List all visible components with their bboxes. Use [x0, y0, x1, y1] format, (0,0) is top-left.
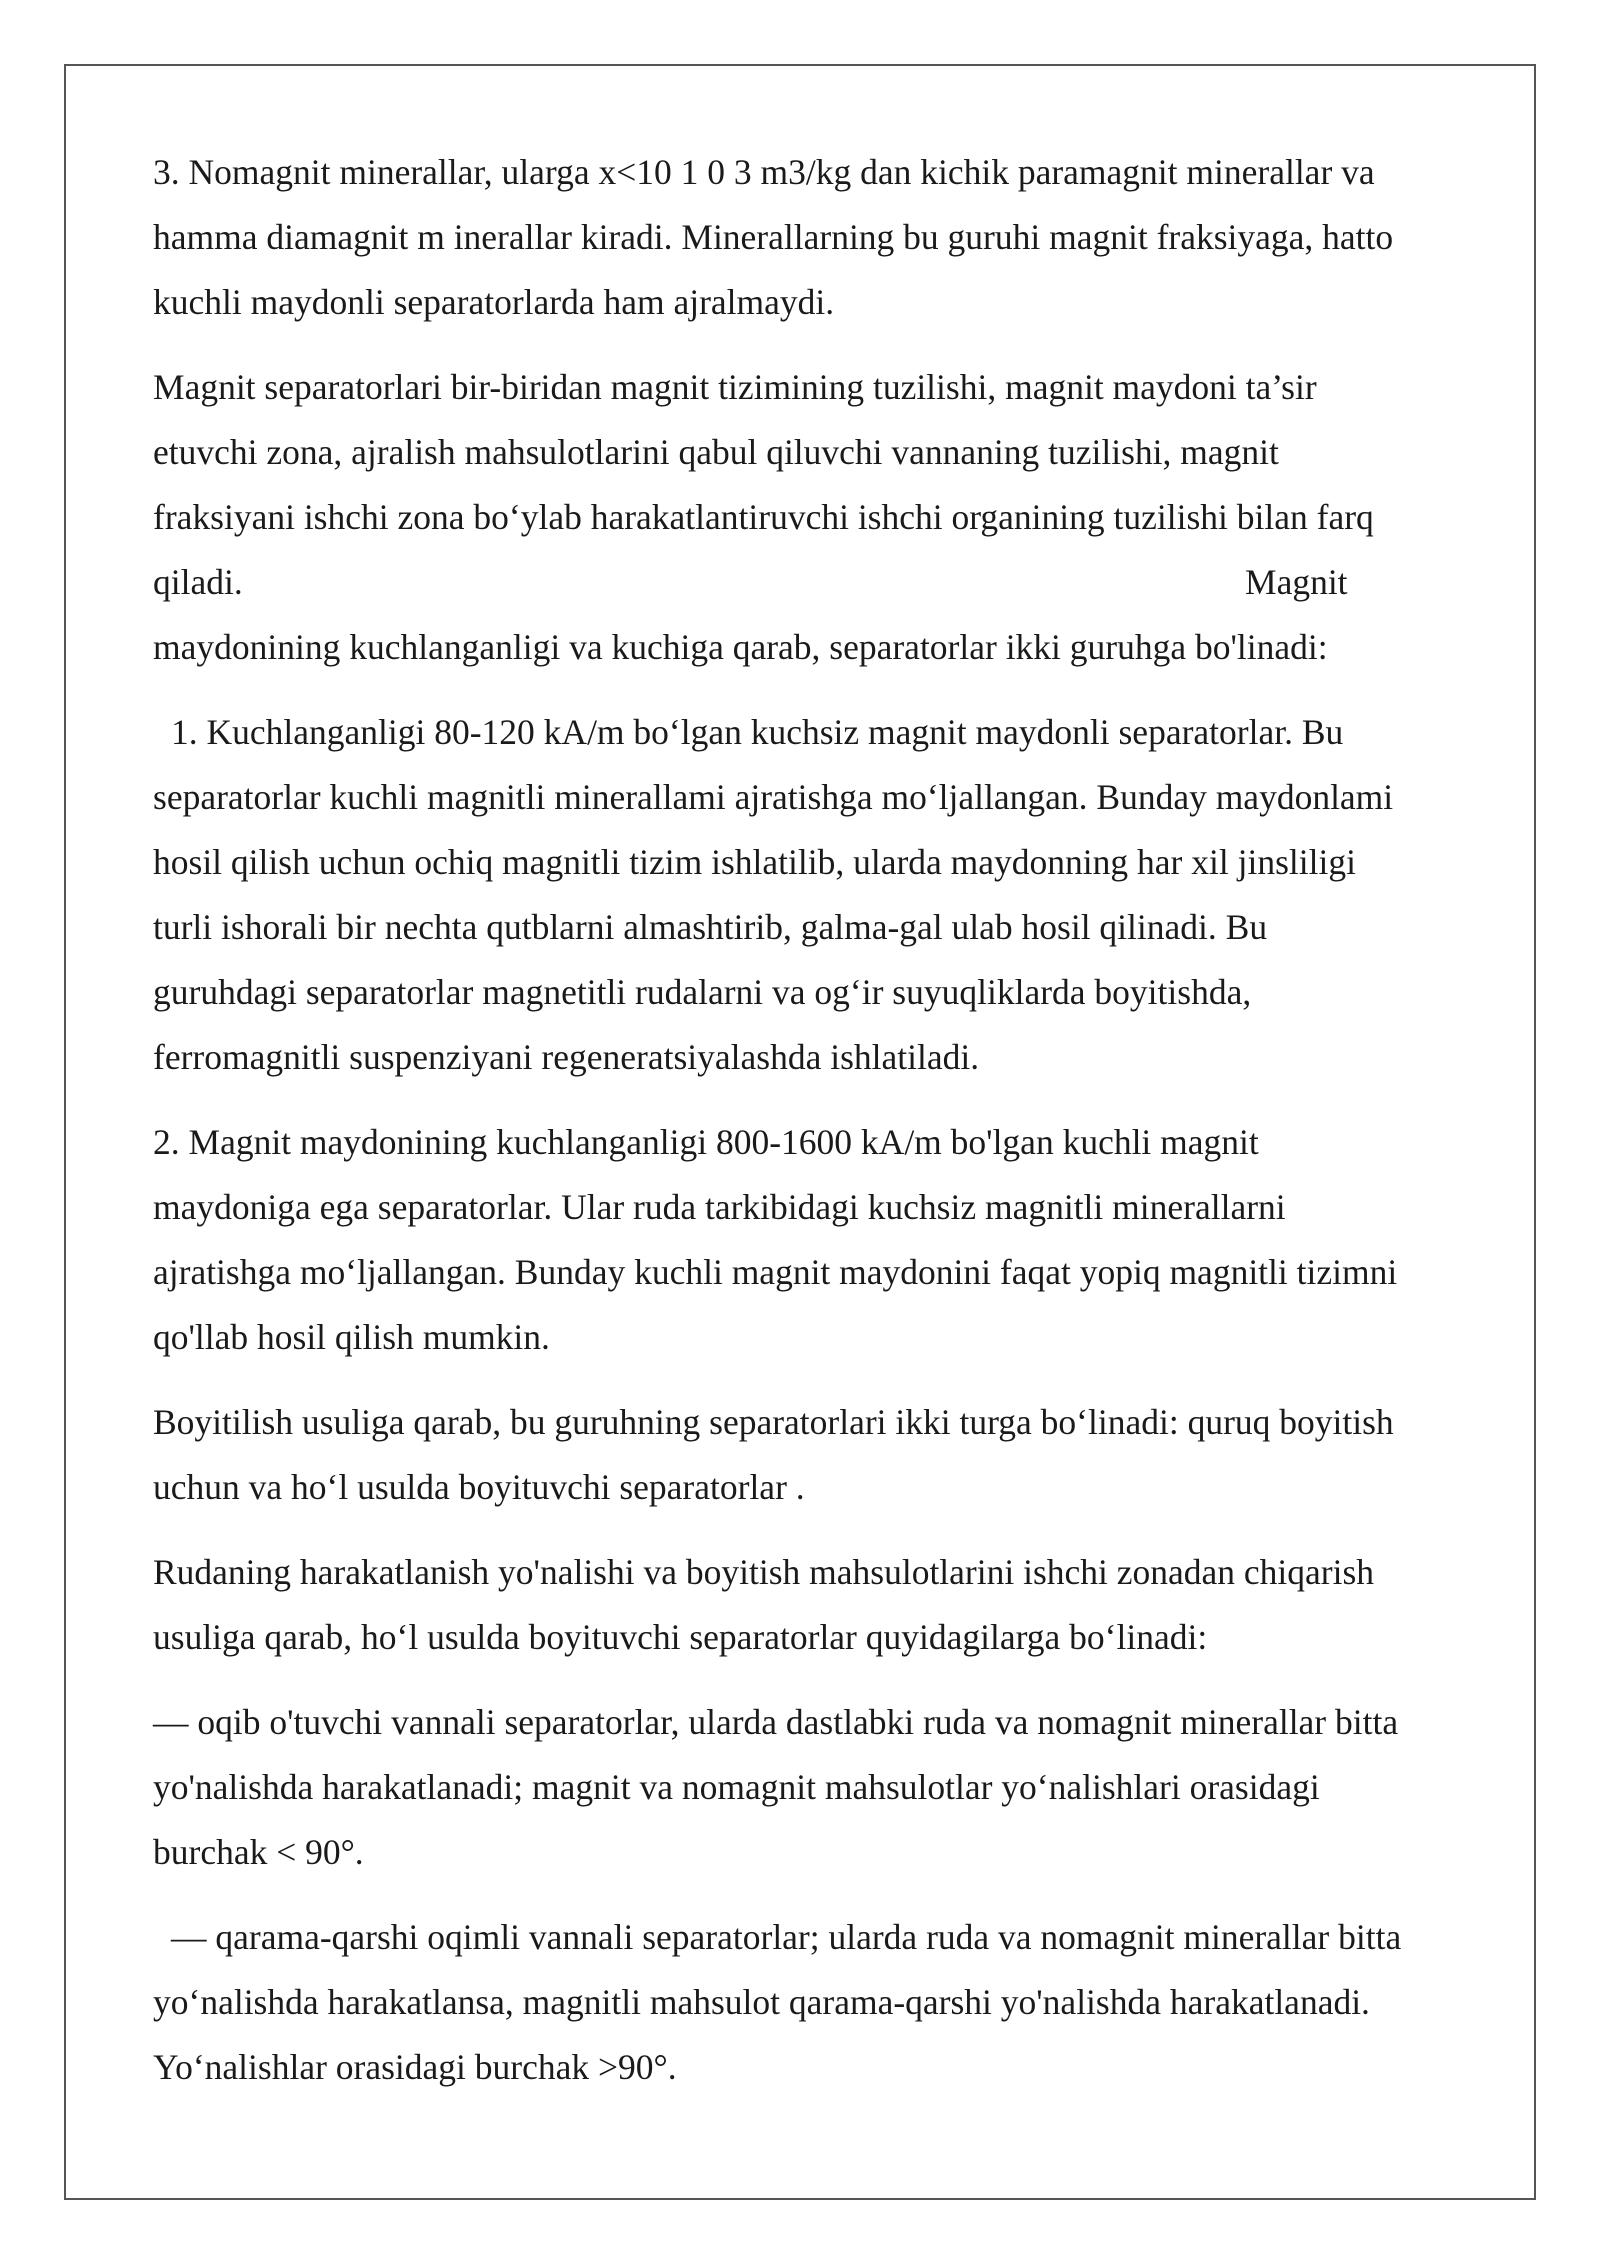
paragraph-strong-field-separators — [153, 1110, 1488, 1370]
text-line: fraksiyani ishchi zona bo‘ylab harakatlantiruvchi ishchi organining tuzilishi bilan farq — [153, 497, 1374, 537]
text-line: 1. Kuchlanganligi 80-120 kA/m bo‘lgan kuchsiz magnit maydonli separatorlar. Bu — [171, 712, 1344, 752]
text-line: kuchli maydonli separatorlarda ham ajralmaydi. — [153, 282, 835, 322]
text-line: usuliga qarab, ho‘l usulda boyituvchi separatorlar quyidagilarga bo‘linadi: — [153, 1617, 1208, 1657]
paragraph-ore-movement — [153, 1540, 1488, 1670]
text-line: Yo‘nalishlar orasidagi burchak >90°. — [153, 2047, 677, 2087]
paragraph-flow-through-separators — [153, 1690, 1488, 1885]
text-line: 3. Nomagnit minerallar, ularga x<10 1 0 3 m3/kg dan kichik paramagnit minerallar va — [153, 152, 1375, 192]
text-line: — qarama-qarshi oqimli vannali separatorlar; ularda ruda va nomagnit minerallar bitta — [171, 1917, 1402, 1957]
text-line: turli ishorali bir nechta qutblarni almashtirib, galma-gal ulab hosil qilinadi. Bu — [153, 907, 1268, 947]
text-line: ajratishga mo‘ljallangan. Bunday kuchli magnit maydonini faqat yopiq magnitli tizimni — [153, 1252, 1398, 1292]
text-line: separatorlar kuchli magnitli minerallami ajratishga mo‘ljallangan. Bunday maydonlami — [153, 777, 1394, 817]
text-line: yo'nalishda harakatlanadi; magnit va nomagnit mahsulotlar yo‘nalishlari orasidagi — [153, 1767, 1320, 1807]
paragraph-enrichment-method — [153, 1390, 1488, 1520]
text-line: ferromagnitli suspenziyani regeneratsiyalashda ishlatiladi. — [153, 1037, 980, 1077]
text-line: Rudaning harakatlanish yo'nalishi va boyitish mahsulotlarini ishchi zonadan chiqarish — [153, 1552, 1375, 1592]
text-fragment-right: Magnit — [1245, 562, 1348, 602]
paragraph-counterflow-separators — [153, 1905, 1488, 2100]
text-line: burchak < 90°. — [153, 1832, 364, 1872]
text-line: — oqib o'tuvchi vannali separatorlar, ularda dastlabki ruda va nomagnit minerallar bitta — [153, 1702, 1399, 1742]
text-line: Boyitilish usuliga qarab, bu guruhning separatorlari ikki turga bo‘linadi: quruq boyitish — [153, 1402, 1394, 1442]
text-fragment: qiladi. — [153, 562, 243, 602]
text-line — [153, 550, 1488, 615]
text-line: etuvchi zona, ajralish mahsulotlarini qabul qiluvchi vannaning tuzilishi, magnit — [153, 432, 1279, 472]
text-line: Magnit separatorlari bir-biridan magnit tizimining tuzilishi, magnit maydoni ta’sir — [153, 367, 1317, 407]
text-line: guruhdagi separatorlar magnetitli rudalarni va og‘ir suyuqliklarda boyitishda, — [153, 972, 1252, 1012]
text-line: 2. Magnit maydonining kuchlanganligi 800-1600 kA/m bo'lgan kuchli magnit — [153, 1122, 1259, 1162]
text-line: hosil qilish uchun ochiq magnitli tizim ishlatilib, ularda maydonning har xil jinsliligi — [153, 842, 1356, 882]
text-line: maydonining kuchlanganligi va kuchiga qarab, separatorlar ikki guruhga bo'linadi: — [153, 627, 1328, 667]
text-line: yo‘nalishda harakatlansa, magnitli mahsulot qarama-qarshi yo'nalishda harakatlanadi. — [153, 1982, 1370, 2022]
text-line: maydoniga ega separatorlar. Ular ruda tarkibidagi kuchsiz magnitli minerallarni — [153, 1187, 1286, 1227]
text-line: hamma diamagnit m inerallar kiradi. Minerallarning bu guruhi magnit fraksiyaga, hatto — [153, 217, 1394, 257]
text-line: uchun va ho‘l usulda boyituvchi separatorlar . — [153, 1467, 805, 1507]
paragraph-separator-differences — [153, 355, 1488, 680]
paragraph-nonmagnetic-minerals — [153, 140, 1488, 335]
document-body — [153, 140, 1488, 2120]
text-line: qo'llab hosil qilish mumkin. — [153, 1317, 550, 1357]
paragraph-weak-field-separators — [153, 700, 1488, 1090]
